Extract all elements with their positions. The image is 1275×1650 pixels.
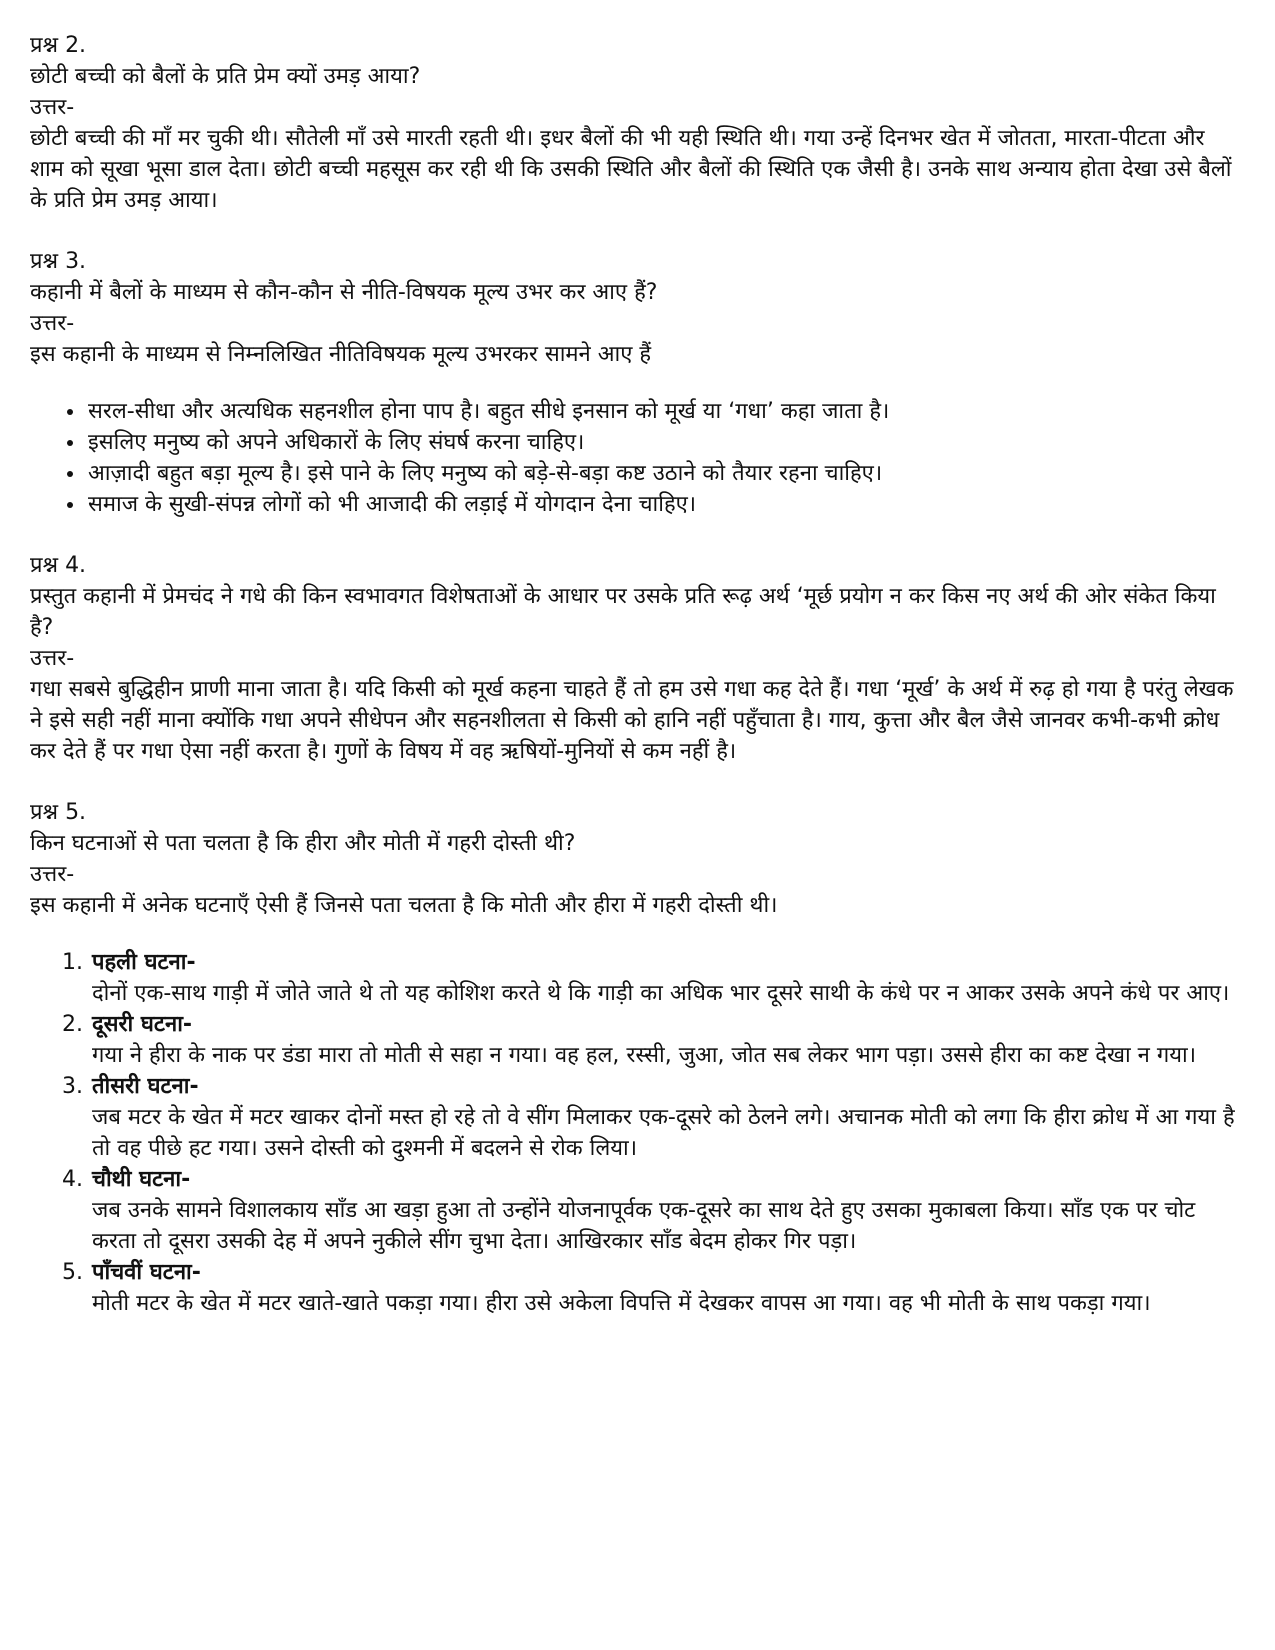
event-text: दोनों एक-साथ गाड़ी में जोते जाते थे तो यह कोशिश करते थे कि गाड़ी का अधिक भार दूसरे साथी के कंधे पर न आकर उसके अपने कंधे पर आए। [92, 981, 1230, 1006]
question-2-section [30, 30, 1245, 216]
events-numbered-list [30, 947, 1245, 1319]
document-page [30, 30, 1245, 1319]
question-text: प्रस्तुत कहानी में प्रेमचंद ने गधे की किन स्वभावगत विशेषताओं के आधार पर उसके प्रति रूढ़ अर्थ ‘मूर्छ प्रयोग न कर किस नए अर्थ की ओर संकेत किया है? [30, 584, 1216, 640]
question-5-section [30, 797, 1245, 1319]
answer-text: इस कहानी के माध्यम से निम्नलिखित नीतिविषयक मूल्य उभरकर सामने आए हैं [30, 342, 652, 367]
event-item [90, 1071, 1245, 1164]
question-label: प्रश्न 5. [30, 800, 87, 825]
event-title: 3. तीसरी घटना- [92, 1074, 199, 1099]
event-title: 5. पाँचवीं घटना- [92, 1260, 201, 1285]
answer-text: इस कहानी में अनेक घटनाएँ ऐसी हैं जिनसे पता चलता है कि मोती और हीरा में गहरी दोस्ती थी। [30, 893, 778, 918]
event-item [90, 1257, 1245, 1319]
question-label: प्रश्न 3. [30, 249, 87, 274]
event-item [90, 1009, 1245, 1071]
question-4-section [30, 550, 1245, 767]
event-text: जब मटर के खेत में मटर खाकर दोनों मस्त हो रहे तो वे सींग मिलाकर एक-दूसरे को ठेलने लगे। अचानक मोती को लगा कि हीरा क्रोध में आ गया है तो वह पीछे हट गया। उसने दोस्ती को दुश्मनी में बदलने से रोक लिया। [92, 1105, 1235, 1161]
question-text: कहानी में बैलों के माध्यम से कौन-कौन से नीति-विषयक मूल्य उभर कर आए हैं? [30, 280, 658, 305]
answer-label: उत्तर- [30, 95, 75, 120]
event-item [90, 947, 1245, 1009]
answer-text: गधा सबसे बुद्धिहीन प्राणी माना जाता है। यदि किसी को मूर्ख कहना चाहते हैं तो हम उसे गधा कह देते हैं। गधा ‘मूर्ख’ के अर्थ में रुढ़ हो गया है परंतु लेखक ने इसे सही नहीं माना क्योंकि गधा अपने सीधेपन और सहनशीलता से किसी को हानि नहीं पहुँचाता है। गाय, कुत्ता और बैल जैसे जानवर कभी-कभी क्रोध कर देते हैं पर गधा ऐसा नहीं करता है। गुणों के विषय में वह ऋषियों-मुनियों से कम नहीं है। [30, 677, 1234, 764]
event-title: 1. पहली घटना- [92, 950, 196, 975]
event-item [90, 1164, 1245, 1257]
answer-label: उत्तर- [30, 862, 75, 887]
answer-label: उत्तर- [30, 646, 75, 671]
question-label: प्रश्न 2. [30, 33, 87, 58]
event-title: 2. दूसरी घटना- [92, 1012, 193, 1037]
event-title: 4. चौथी घटना- [92, 1167, 191, 1192]
bullet-item: • समाज के सुखी-संपन्न लोगों को भी आजादी की लड़ाई में योगदान देना चाहिए। [86, 489, 1245, 520]
bullet-item: • सरल-सीधा और अत्यधिक सहनशील होना पाप है। बहुत सीधे इनसान को मूर्ख या ‘गधा’ कहा जाता है। [86, 396, 1245, 427]
bullet-item: • इसलिए मनुष्य को अपने अधिकारों के लिए संघर्ष करना चाहिए। [86, 427, 1245, 458]
question-3-section [30, 246, 1245, 520]
values-bullet-list [30, 396, 1245, 520]
answer-label: उत्तर- [30, 311, 75, 336]
event-text: जब उनके सामने विशालकाय साँड आ खड़ा हुआ तो उन्होंने योजनापूर्वक एक-दूसरे का साथ देते हुए उसका मुकाबला किया। साँड एक पर चोट करता तो दूसरा उसकी देह में अपने नुकीले सींग चुभा देता। आखिरकार साँड बेदम होकर गिर पड़ा। [92, 1198, 1196, 1254]
event-text: गया ने हीरा के नाक पर डंडा मारा तो मोती से सहा न गया। वह हल, रस्सी, जुआ, जोत सब लेकर भाग पड़ा। उससे हीरा का कष्ट देखा न गया। [92, 1043, 1197, 1068]
answer-text: छोटी बच्ची की माँ मर चुकी थी। सौतेली माँ उसे मारती रहती थी। इधर बैलों की भी यही स्थिति थी। गया उन्हें दिनभर खेत में जोतता, मारता-पीटता और शाम को सूखा भूसा डाल देता। छोटी बच्ची महसूस कर रही थी कि उसकी स्थिति और बैलों की स्थिति एक जैसी है। उनके साथ अन्याय होता देखा उसे बैलों के प्रति प्रेम उमड़ आया। [30, 126, 1232, 213]
question-text: छोटी बच्ची को बैलों के प्रति प्रेम क्यों उमड़ आया? [30, 64, 421, 89]
bullet-item: • आज़ादी बहुत बड़ा मूल्य है। इसे पाने के लिए मनुष्य को बड़े-से-बड़ा कष्ट उठाने को तैयार रहना चाहिए। [86, 458, 1245, 489]
question-label: प्रश्न 4. [30, 553, 87, 578]
event-text: मोती मटर के खेत में मटर खाते-खाते पकड़ा गया। हीरा उसे अकेला विपत्ति में देखकर वापस आ गया। वह भी मोती के साथ पकड़ा गया। [92, 1291, 1151, 1316]
question-text: किन घटनाओं से पता चलता है कि हीरा और मोती में गहरी दोस्ती थी? [30, 831, 576, 856]
